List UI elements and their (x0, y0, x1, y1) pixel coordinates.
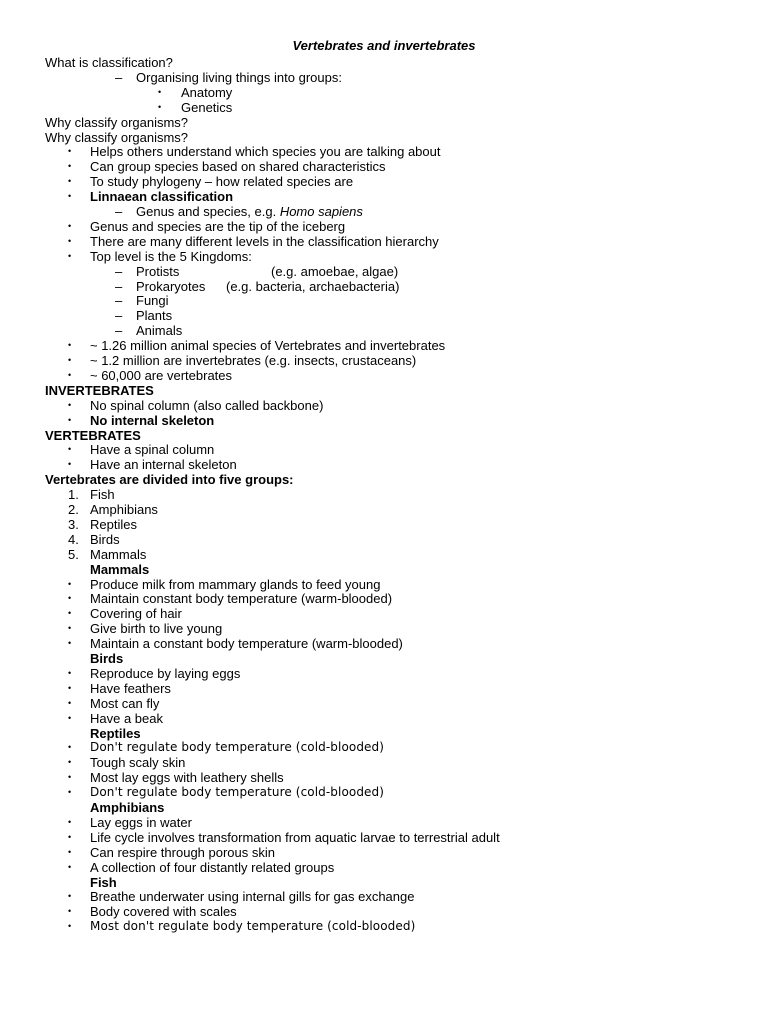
line-text: Can respire through porous skin (90, 844, 275, 860)
line-text: Produce milk from mammary glands to feed young (90, 576, 381, 592)
bullet-icon: • (68, 816, 72, 827)
line-text: ~ 1.26 million animal species of Vertebrates and invertebrates (90, 338, 446, 354)
line-text: Fungi (136, 293, 169, 309)
line-text: Mammals (90, 546, 147, 562)
text-line (0, 726, 768, 741)
bullet-icon: • (68, 578, 72, 589)
line-text: Life cycle involves transformation from aquatic larvae to terrestrial adult (90, 829, 500, 845)
line-text: Organising living things into groups: (136, 69, 342, 85)
line-text: Most lay eggs with leathery shells (90, 770, 284, 786)
text-line (0, 577, 768, 592)
text-line (0, 666, 768, 681)
line-text: Most can fly (90, 695, 160, 711)
text-line (0, 472, 768, 487)
line-text: Don't regulate body temperature (cold-blooded) (90, 740, 385, 755)
line-text: Amphibians (90, 502, 158, 517)
bullet-icon: • (68, 682, 72, 693)
text-line (0, 144, 768, 159)
line-text: Reptiles (90, 516, 137, 532)
list-number: 3. (68, 516, 79, 532)
line-text: Amphibians (90, 800, 165, 815)
text-line (0, 323, 768, 338)
bullet-icon: • (68, 921, 72, 932)
text-line (0, 562, 768, 577)
text-line (0, 606, 768, 621)
text-line (0, 875, 768, 890)
text-line (0, 755, 768, 770)
bullet-icon: • (68, 414, 72, 425)
line-text: Covering of hair (90, 606, 182, 622)
list-number: 4. (68, 531, 79, 547)
bullet-icon: • (68, 772, 72, 783)
line-text: Anatomy (181, 84, 233, 100)
bullet-icon: • (68, 459, 72, 470)
line-text: ~ 60,000 are vertebrates (90, 367, 233, 383)
text-line (0, 279, 768, 294)
line-text: VERTEBRATES (45, 427, 141, 443)
bullet-icon: • (68, 399, 72, 410)
text-line (0, 770, 768, 785)
bullet-icon: • (68, 355, 72, 365)
text-line (0, 428, 768, 443)
line-text: Have an internal skeleton (90, 457, 237, 473)
line-text: Have a spinal column (90, 442, 215, 458)
bullet-icon: • (68, 757, 72, 768)
line-text: Fish (90, 487, 115, 503)
line-text: Give birth to live young (90, 621, 223, 637)
list-number: 5. (68, 546, 79, 562)
line-example: (e.g. amoebae, algae) (271, 263, 399, 279)
text-line (0, 904, 768, 919)
text-line (0, 368, 768, 383)
line-text: What is classification? (45, 55, 173, 70)
text-line (0, 457, 768, 472)
line-text: Don't regulate body temperature (cold-blooded) (90, 785, 385, 800)
line-example: (e.g. bacteria, archaebacteria) (226, 278, 400, 294)
text-line (0, 398, 768, 413)
text-line (0, 532, 768, 547)
line-text: Tough scaly skin (90, 755, 186, 771)
text-line (0, 308, 768, 323)
bullet-icon: • (68, 146, 72, 157)
text-line (0, 70, 768, 85)
text-line (0, 621, 768, 636)
line-text: Have feathers (90, 680, 171, 696)
bullet-icon: • (68, 861, 72, 872)
line-text: Vertebrates are divided into five groups: (45, 472, 294, 488)
text-line (0, 517, 768, 532)
line-text: Fish (90, 874, 117, 890)
bullet-icon: • (68, 623, 72, 634)
text-line (0, 189, 768, 204)
bullet-icon: • (68, 831, 72, 842)
line-text: Most don't regulate body temperature (cold-blooded) (90, 919, 416, 934)
list-number: 2. (68, 502, 79, 517)
text-line (0, 85, 768, 100)
line-text: Reproduce by laying eggs (90, 665, 241, 681)
line-text: Genetics (181, 99, 233, 115)
line-text: No spinal column (also called backbone) (90, 397, 324, 413)
bullet-icon: • (68, 712, 72, 723)
italic-term: Homo sapiens (279, 204, 363, 219)
line-text: Can group species based on shared characteristics (90, 159, 386, 175)
text-line (0, 264, 768, 279)
line-text: Have a beak (90, 710, 163, 726)
line-text: There are many different levels in the classification hierarchy (90, 233, 439, 249)
dash-marker: – (115, 263, 123, 279)
line-text: Mammals (90, 561, 150, 577)
line-text: Protists (136, 263, 180, 279)
dash-marker: – (115, 69, 123, 85)
bullet-icon: • (68, 608, 72, 619)
list-number: 1. (68, 487, 79, 503)
text-line (0, 785, 768, 800)
text-line (0, 740, 768, 755)
line-text: Why classify organisms? (45, 129, 189, 145)
text-line (0, 174, 768, 189)
text-line (0, 845, 768, 860)
bullet-icon: • (68, 369, 72, 380)
line-text: Why classify organisms? (45, 114, 189, 130)
line-text: Birds (90, 651, 124, 666)
text-line (0, 547, 768, 562)
bullet-icon: • (68, 891, 72, 902)
text-line (0, 442, 768, 457)
line-text: A collection of four distantly related groups (90, 859, 335, 875)
line-text: Prokaryotes (136, 278, 206, 294)
page-title: Vertebrates and invertebrates (292, 38, 476, 53)
text-line (0, 353, 768, 368)
text-line (0, 115, 768, 130)
line-text: Lay eggs in water (90, 814, 192, 830)
bullet-icon: • (68, 846, 72, 857)
line-text: Linnaean classification (90, 189, 234, 205)
text-line (0, 293, 768, 308)
bullet-icon: • (68, 176, 72, 187)
text-line (0, 413, 768, 428)
text-line (0, 100, 768, 115)
text-line (0, 383, 768, 398)
text-line (0, 502, 768, 517)
line-text: Genus and species are the tip of the iceberg (90, 218, 346, 234)
text-line (0, 234, 768, 249)
bullet-icon: • (68, 250, 72, 261)
line-text: ~ 1.2 million are invertebrates (e.g. insects, crustaceans) (90, 353, 417, 368)
text-line (0, 830, 768, 845)
text-line (0, 636, 768, 651)
line-text: Genus and species, e.g. (136, 204, 280, 219)
bullet-icon: • (68, 340, 72, 351)
text-line (0, 130, 768, 145)
bullet-icon: • (158, 101, 162, 112)
text-line (0, 219, 768, 234)
bullet-icon: • (68, 667, 72, 678)
line-text: Birds (90, 531, 120, 547)
dash-marker: – (115, 308, 123, 324)
bullet-icon: • (68, 220, 72, 231)
line-text: INVERTEBRATES (45, 382, 154, 398)
text-line (0, 815, 768, 830)
dash-marker: – (115, 293, 123, 309)
text-line (0, 800, 768, 815)
text-line (0, 696, 768, 711)
line-text: Maintain constant body temperature (warm-blooded) (90, 591, 393, 607)
bullet-icon: • (68, 742, 72, 753)
text-line (0, 159, 768, 174)
text-line (0, 338, 768, 353)
bullet-icon: • (68, 787, 72, 798)
text-line (0, 204, 768, 219)
line-text: Top level is the 5 Kingdoms: (90, 248, 252, 264)
text-line (0, 591, 768, 606)
bullet-icon: • (68, 697, 72, 708)
text-line (0, 55, 768, 70)
bullet-icon: • (68, 161, 72, 172)
dash-marker: – (115, 204, 123, 219)
bullet-icon: • (68, 235, 72, 246)
line-text: Body covered with scales (90, 904, 237, 920)
dash-marker: – (115, 278, 123, 294)
text-line (0, 651, 768, 666)
bullet-icon: • (68, 191, 72, 202)
text-line (0, 889, 768, 904)
line-text: Reptiles (90, 725, 141, 741)
dash-marker: – (115, 323, 123, 339)
line-text: Maintain a constant body temperature (warm-blooded) (90, 636, 403, 652)
line-text: To study phylogeny – how related species are (90, 174, 354, 190)
text-line (0, 919, 768, 934)
line-text: Plants (136, 308, 173, 324)
bullet-icon: • (68, 593, 72, 604)
bullet-icon: • (68, 444, 72, 455)
text-line (0, 681, 768, 696)
line-text: No internal skeleton (90, 412, 215, 428)
text-line (0, 487, 768, 502)
text-line (0, 860, 768, 875)
bullet-icon: • (68, 638, 72, 649)
text-line (0, 711, 768, 726)
line-text: Helps others understand which species you are talking about (90, 144, 441, 160)
line-text: Animals (136, 323, 183, 339)
bullet-icon: • (158, 86, 162, 97)
text-line (0, 249, 768, 264)
bullet-icon: • (68, 906, 72, 917)
line-text: Breathe underwater using internal gills for gas exchange (90, 889, 415, 905)
